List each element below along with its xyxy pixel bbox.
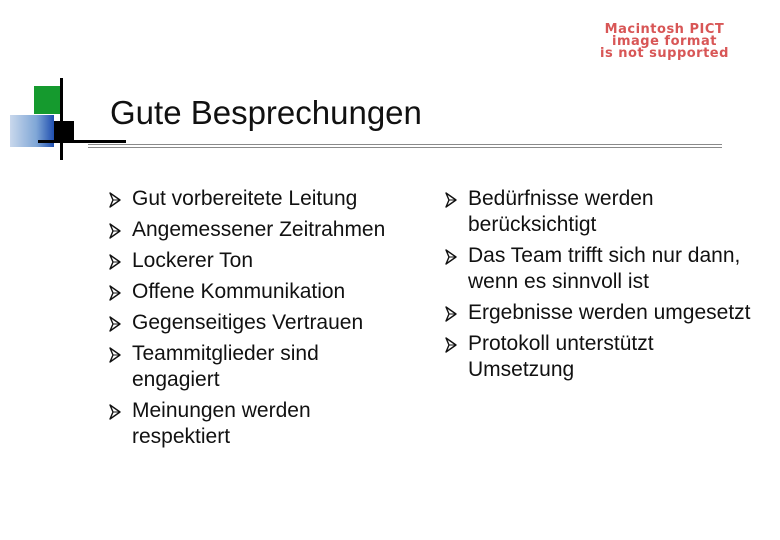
left-bullet-item (108, 217, 408, 243)
placeholder-line-1: Macintosh PICT (604, 22, 725, 37)
left-bullet-column (108, 186, 408, 455)
logo-horizontal-line (38, 140, 126, 143)
arrow-bullet-icon (108, 252, 122, 270)
left-bullet-item (108, 186, 408, 212)
left-bullet-item (108, 341, 408, 393)
left-bullet-text: Meinungen werden respektiert (132, 399, 311, 448)
right-bullet-item (444, 300, 764, 326)
left-bullet-item (108, 279, 408, 305)
right-bullet-text: Bedürfnisse werden berücksichtigt (468, 187, 654, 236)
left-bullet-text: Angemessener Zeitrahmen (132, 218, 386, 241)
title-divider (88, 144, 722, 148)
arrow-bullet-icon (108, 314, 122, 332)
placeholder-line-2: image format (611, 34, 717, 49)
right-bullet-text: Protokoll unterstützt Umsetzung (468, 332, 654, 381)
left-bullet-item (108, 248, 408, 274)
right-bullet-text: Ergebnisse werden umgesetzt (468, 301, 751, 324)
unsupported-image-placeholder (600, 24, 729, 60)
slide-title: Gute Besprechungen (110, 94, 422, 131)
right-bullet-item (444, 186, 764, 238)
right-bullet-text: Das Team trifft sich nur dann, wenn es sinnvoll ist (468, 244, 741, 293)
left-bullet-item (108, 310, 408, 336)
left-bullet-text: Lockerer Ton (132, 249, 254, 272)
arrow-bullet-icon (108, 190, 122, 208)
arrow-bullet-icon (108, 283, 122, 301)
logo-green-square (34, 86, 62, 114)
right-bullet-list (444, 186, 764, 383)
left-bullet-text: Gut vorbereitete Leitung (132, 187, 358, 210)
logo-vertical-line (60, 78, 63, 160)
arrow-bullet-icon (108, 345, 122, 363)
right-bullet-item (444, 331, 764, 383)
arrow-bullet-icon (108, 221, 122, 239)
placeholder-line-3: is not supported (600, 46, 729, 61)
arrow-bullet-icon (444, 335, 458, 353)
arrow-bullet-icon (444, 247, 458, 265)
left-bullet-text: Teammitglieder sind engagiert (132, 342, 319, 391)
left-bullet-text: Gegenseitiges Vertrauen (132, 311, 364, 334)
left-bullet-text: Offene Kommunikation (132, 280, 346, 303)
left-bullet-list (108, 186, 408, 450)
arrow-bullet-icon (108, 402, 122, 420)
arrow-bullet-icon (444, 190, 458, 208)
right-bullet-item (444, 243, 764, 295)
arrow-bullet-icon (444, 304, 458, 322)
right-bullet-column (444, 186, 764, 388)
left-bullet-item (108, 398, 408, 450)
